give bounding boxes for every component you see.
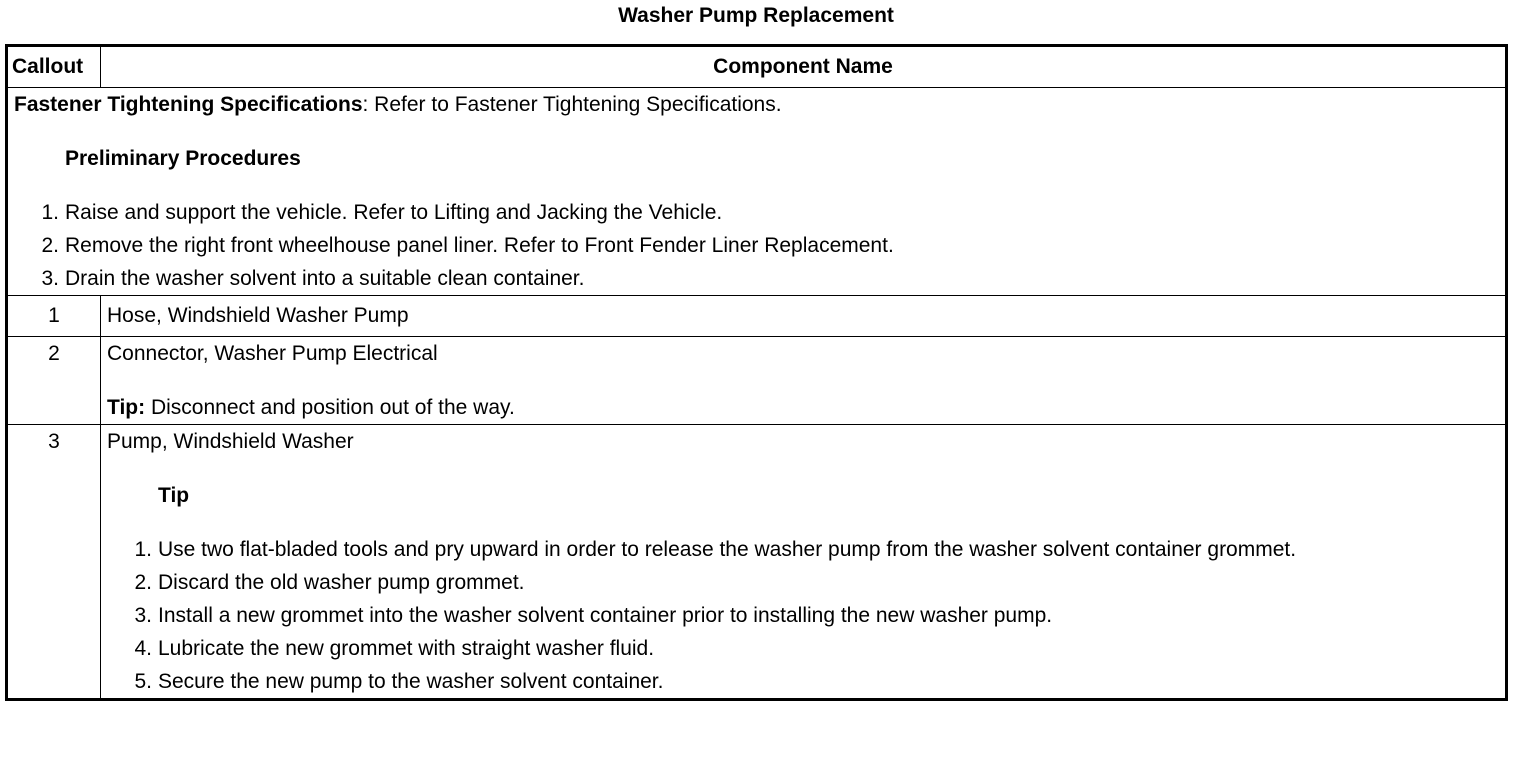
table-row	[7, 337, 1507, 425]
list-item	[107, 632, 1499, 665]
list-item	[14, 262, 1499, 295]
fastener-spec-label: Fastener Tightening Specifications	[14, 93, 363, 116]
fastener-spec-text: : Refer to Fastener Tightening Specifications.	[362, 93, 782, 116]
table-row	[7, 296, 1507, 337]
step-number: 3.	[41, 267, 59, 290]
component-name: Connector, Washer Pump Electrical	[107, 342, 438, 365]
step-number: 5.	[134, 670, 152, 693]
component-name-cell	[101, 337, 1507, 425]
step-text: Discard the old washer pump grommet.	[158, 571, 525, 594]
step-number: 2.	[134, 571, 152, 594]
list-item	[14, 229, 1499, 262]
document-title: Washer Pump Replacement	[618, 4, 894, 27]
list-item	[107, 599, 1499, 632]
step-text: Drain the washer solvent into a suitable clean container.	[65, 267, 585, 290]
callout-cell: 3	[7, 425, 101, 700]
step-number: 3.	[134, 604, 152, 627]
tip-line	[107, 391, 1499, 424]
list-item	[107, 533, 1499, 566]
list-item	[107, 665, 1499, 698]
procedure-table	[5, 44, 1508, 701]
step-text: Secure the new pump to the washer solvent container.	[158, 670, 664, 693]
step-number: 1.	[134, 538, 152, 561]
table-row	[7, 425, 1507, 700]
step-text: Lubricate the new grommet with straight washer fluid.	[158, 637, 655, 660]
fastener-spec-line	[14, 88, 1499, 121]
tip-heading: Tip	[158, 484, 190, 507]
preliminary-steps-list	[14, 196, 1499, 295]
step-text: Install a new grommet into the washer solvent container prior to installing the new washer pump.	[158, 604, 1053, 627]
step-number: 2.	[41, 234, 59, 257]
component-name-cell: Hose, Windshield Washer Pump	[101, 296, 1507, 337]
preliminary-procedures-heading: Preliminary Procedures	[65, 147, 301, 170]
component-name: Pump, Windshield Washer	[107, 430, 354, 453]
callout-cell: 1	[7, 296, 101, 337]
list-item	[14, 196, 1499, 229]
tip-steps-list	[107, 533, 1499, 698]
callout-column-header: Callout	[7, 46, 101, 88]
step-text: Use two flat-bladed tools and pry upward in order to release the washer pump from the washer solvent container grommet.	[158, 538, 1297, 561]
step-text: Remove the right front wheelhouse panel liner. Refer to Front Fender Liner Replacement.	[65, 234, 894, 257]
tip-label: Tip:	[107, 396, 146, 419]
step-text: Raise and support the vehicle. Refer to Lifting and Jacking the Vehicle.	[65, 201, 723, 224]
component-name-cell	[101, 425, 1507, 700]
intro-cell	[7, 88, 1507, 296]
list-item	[107, 566, 1499, 599]
callout-cell: 2	[7, 337, 101, 425]
step-number: 4.	[134, 637, 152, 660]
table-header-row	[7, 46, 1507, 88]
component-name-column-header: Component Name	[101, 46, 1507, 88]
tip-text: Disconnect and position out of the way.	[145, 396, 515, 419]
intro-row	[7, 88, 1507, 296]
step-number: 1.	[41, 201, 59, 224]
